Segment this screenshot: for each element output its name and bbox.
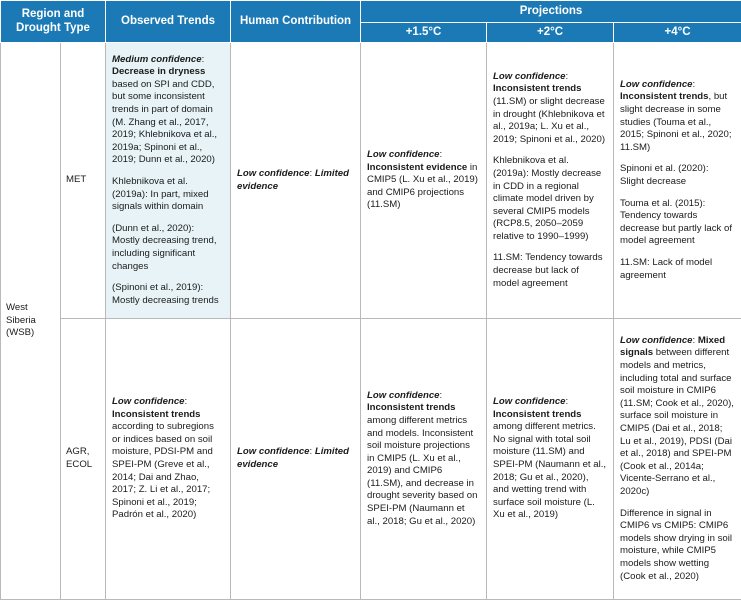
header-observed-trends: Observed Trends [106,1,231,43]
met-2c-note: 11.SM: Tendency towards decrease but lack of model agreement [493,252,607,290]
agr-4c-note: Difference in signal in CMIP6 vs CMIP5: CMIP6 models show drying in soil moisture, while CMIP5 models show wetting (Cook et al., 2020) [620,508,735,584]
header-projection-4c: +4°C [614,23,741,43]
cell-met-human: Low confidence: Limited evidence [231,43,361,319]
met-observed-note: Khlebnikova et al. (2019a): In part, mixed signals within domain [112,176,224,214]
met-4c-note: Touma et al. (2015): Tendency towards decrease but partly lack of model agreement [620,198,735,248]
cell-agr-4c [614,319,741,600]
header-human-contribution: Human Contribution [231,1,361,43]
header-region-drought-type: Region and Drought Type [1,1,106,43]
met-4c-note: 11.SM: Lack of model agreement [620,257,735,282]
drought-type-met: MET [61,43,106,319]
header-projections: Projections [361,1,741,23]
met-4c-note: Spinoni et al. (2020): Slight decrease [620,163,735,188]
met-observed-note: (Spinoni et al., 2019): Mostly decreasing trends [112,282,224,307]
cell-agr-2c: Low confidence: Inconsistent trends among different metrics. No signal with total soil moisture (11.SM) and SPEI-PM (Naumann et al., 2018; Gu et al., 2020), and wetting trend with surface soil moisture (L. Xu et al., 2019) [487,319,614,600]
cell-agr-1p5c: Low confidence: Inconsistent trends among different metrics and models. Inconsistent soil moisture projections in CMIP5 (L. Xu et al., 2019) and CMIP6 (11.SM), and decrease in drought severity based on SPEI-PM (Naumann et al., 2018; Gu et al., 2020) [361,319,487,600]
cell-met-4c [614,43,741,319]
table-row-agr-ecol [1,319,741,600]
cell-agr-observed: Low confidence: Inconsistent trends according to subregions or indices based on soil moisture, PDSI-PM and SPEI-PM (Greve et al., 2014; Dai and Zhao, 2017; Z. Li et al., 2017; Spinoni et al., 2019; Padrón et al., 2020) [106,319,231,600]
met-observed-assessment: Medium confidence: Decrease in dryness based on SPI and CDD, but some inconsistent trends in part of domain (M. Zhang et al., 2017, 2019; Khlebnikova et al., 2019a; Spinoni et al., 2019; Dunn et al., 2020) [112,54,224,167]
agr-4c-assessment: Low confidence: Mixed signals between different models and metrics, including total and surface soil moisture in CMIP6 (11.SM; Cook et al., 2020), surface soil moisture in CMIP5 (Dai et al., 2018; Lu et al., 2019), PDSI (Dai et al., 2018) and SPEI-PM (Cook et al., 2014a; Vicente-Serrano et al., 2020c) [620,335,735,499]
cell-met-1p5c: Low confidence: Inconsistent evidence in CMIP5 (L. Xu et al., 2019) and CMIP6 projections (11.SM) [361,43,487,319]
region-label: West Siberia (WSB) [1,43,61,600]
drought-type-agr-ecol: AGR, ECOL [61,319,106,600]
cell-met-observed [106,43,231,319]
met-observed-note: (Dunn et al., 2020): Mostly decreasing trend, including significant changes [112,223,224,273]
header-projection-2c: +2°C [487,23,614,43]
cell-agr-human: Low confidence: Limited evidence [231,319,361,600]
met-2c-note: Khlebnikova et al. (2019a): Mostly decrease in CDD in a regional climate model driven by several CMIP5 models (RCP8.5, 2050–2059 relative to 1990–1999) [493,155,607,243]
cell-met-2c [487,43,614,319]
header-projection-1p5c: +1.5°C [361,23,487,43]
table-row-met [1,43,741,319]
met-2c-assessment: Low confidence: Inconsistent trends (11.SM) or slight decrease in drought (Khlebnikova et al., 2019a; L. Xu et al., 2019; Spinoni et al., 2020) [493,71,607,147]
met-4c-assessment: Low confidence: Inconsistent trends, but slight decrease in some studies (Touma et al., 2015; Spinoni et al., 2020; 11.SM) [620,79,735,155]
